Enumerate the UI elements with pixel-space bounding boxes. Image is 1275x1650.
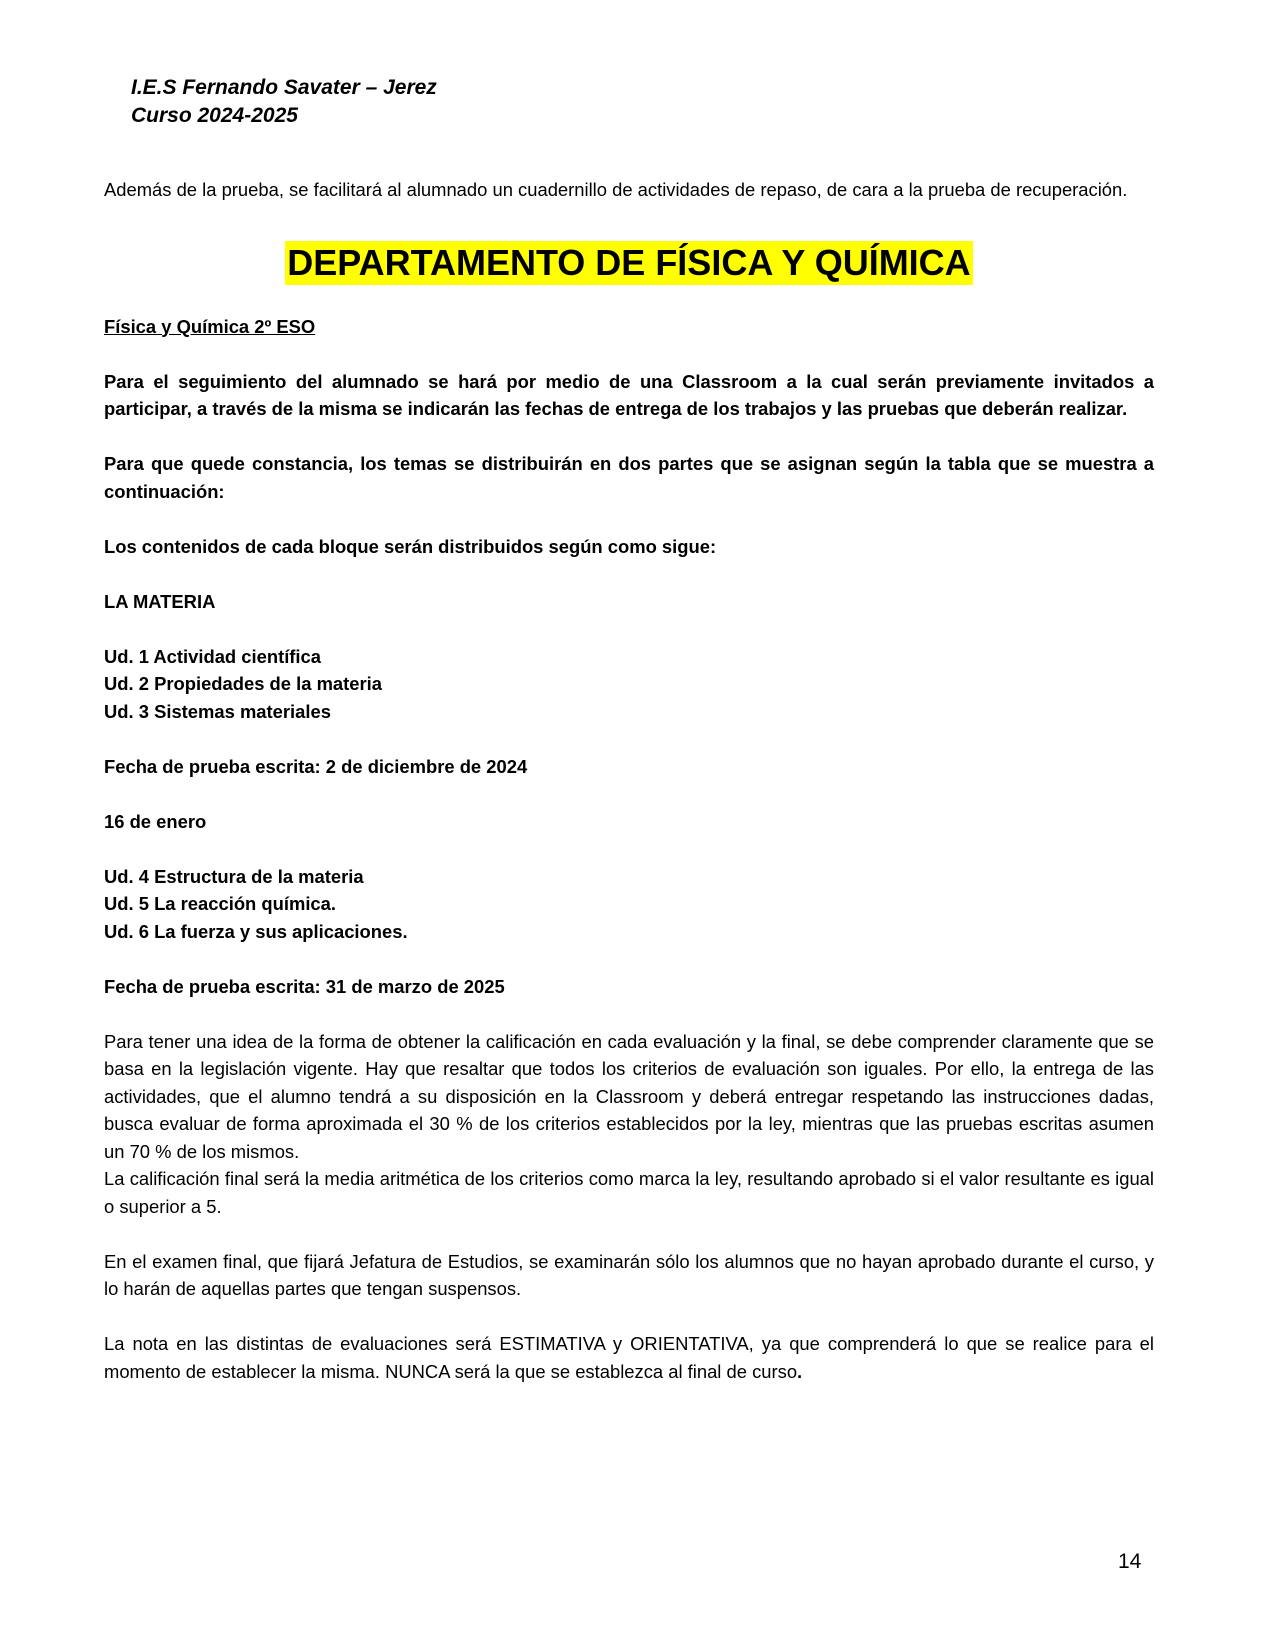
grade-note-text: La nota en las distintas de evaluaciones será ESTIMATIVA y ORIENTATIVA, ya que comprenderá lo que se realice para el momento de establecer la misma. NUNCA será la que se establezca al final de curso [104,1333,1154,1382]
contenidos-paragraph: Los contenidos de cada bloque serán distribuidos según como sigue: [104,535,717,557]
grading-paragraph-1: Para tener una idea de la forma de obtener la calificación en cada evaluación y la final, se debe comprender claramente que se basa en la legislación vigente. Hay que resaltar que todos los criterios de evaluación son iguales. Por ello, la entrega de las actividades, que el alumno tendrá a su disposición en la Classroom y deberá entregar respetando las instrucciones dadas, busca evaluar de forma aproximada el 30 % de los criterios establecidos por la ley, mientras que las pruebas escritas asumen un 70 % de los mismos. [104,1030,1154,1162]
subject-heading: Física y Química 2º ESO [104,315,316,337]
department-heading-wrap [104,241,1154,285]
constancia-paragraph: Para que quede constancia, los temas se distribuirán en dos partes que se asignan según la tabla que se muestra a continuación: [104,453,1154,502]
school-name: I.E.S Fernando Savater – Jerez [131,76,437,99]
block2-exam-date: Fecha de prueba escrita: 31 de marzo de 2025 [104,975,505,997]
school-year: Curso 2024-2025 [131,104,298,127]
list-item: Ud. 6 La fuerza y sus aplicaciones. [104,920,408,942]
list-item: Ud. 2 Propiedades de la materia [104,673,383,694]
classroom-paragraph: Para el seguimiento del alumnado se hará por medio de una Classroom a la cual serán previamente invitados a participar, a través de la misma se indicarán las fechas de entrega de los trabajos y las pruebas que deberán realizar. [104,370,1154,419]
grade-note-period: . [797,1360,803,1382]
list-item: Ud. 4 Estructura de la materia [104,865,364,887]
page-header [131,74,437,130]
block1-exam-date: Fecha de prueba escrita: 2 de diciembre de 2024 [104,755,528,777]
final-exam-paragraph: En el examen final, que fijará Jefatura de Estudios, se examinarán sólo los alumnos que no hayan aprobado durante el curso, y lo harán de aquellas partes que tengan suspensos. [104,1250,1154,1299]
grade-note-paragraph [104,1330,1154,1385]
page-number: 14 [1118,1550,1142,1573]
document-body [104,176,1154,1385]
list-item: Ud. 5 La reacción química. [104,893,337,914]
list-item: Ud. 1 Actividad científica [104,645,321,667]
block1-title: LA MATERIA [104,590,216,612]
block1-unit-list [104,643,1154,726]
block2-unit-list [104,863,1154,946]
grading-paragraph-2: La calificación final será la media aritmética de los criterios como marca la ley, resultando aprobado si el valor resultante es igual o superior a 5. [104,1168,1154,1217]
block2-title: 16 de enero [104,810,207,832]
intro-paragraph: Además de la prueba, se facilitará al alumnado un cuadernillo de actividades de repaso, de cara a la prueba de recuperación. [104,179,1128,200]
list-item: Ud. 3 Sistemas materiales [104,700,331,722]
department-title: DEPARTAMENTO DE FÍSICA Y QUÍMICA [287,241,971,283]
